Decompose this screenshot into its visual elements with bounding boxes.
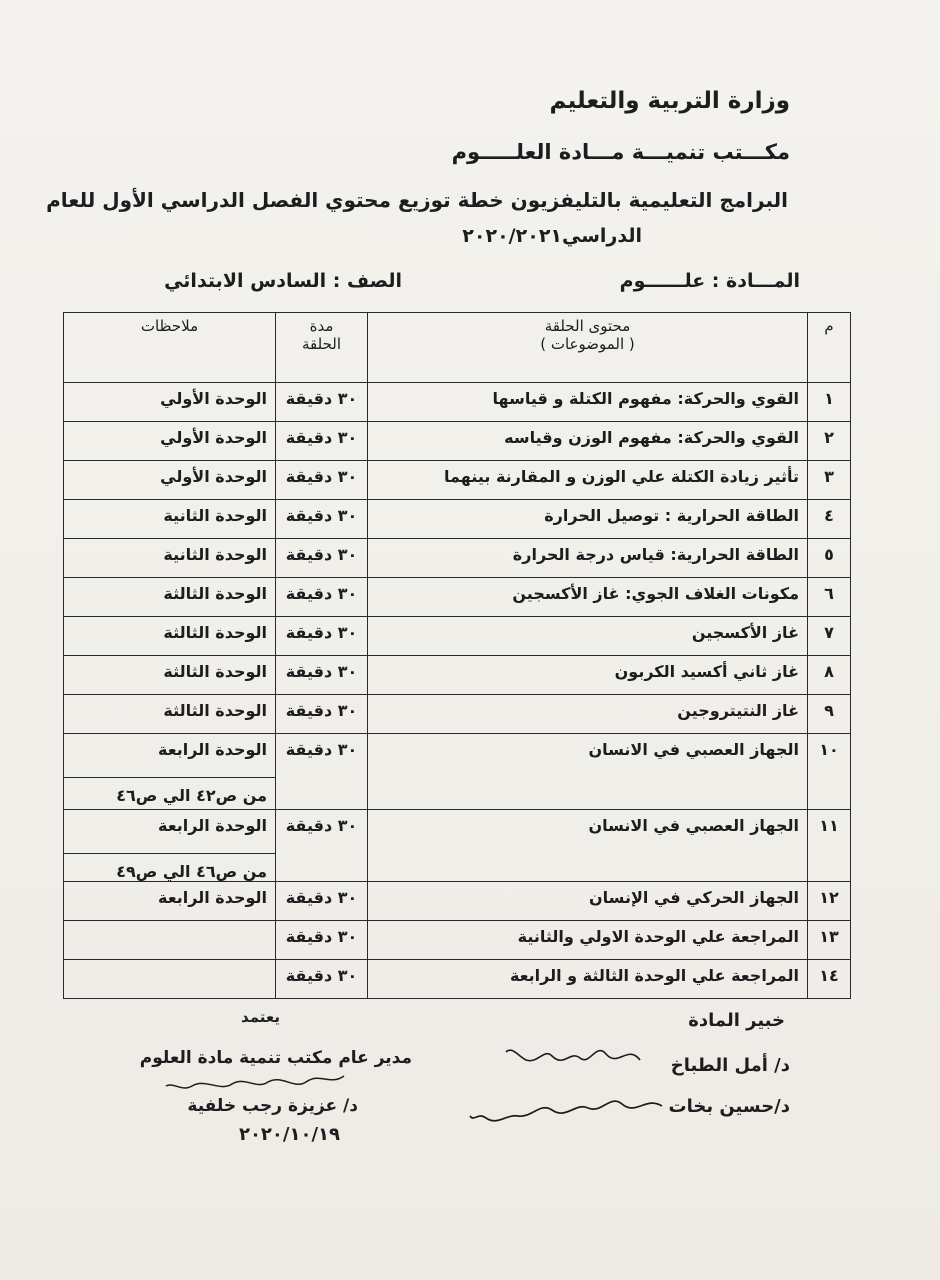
- table-row: [64, 960, 851, 999]
- header-notes: ملاحظات: [64, 313, 276, 383]
- row-num: ١: [808, 383, 851, 422]
- subject-expert-1: د/ أمل الطباخ: [670, 1055, 790, 1076]
- row-notes: [64, 921, 276, 960]
- signature-amal: [500, 1038, 650, 1078]
- row-num: ٨: [808, 656, 851, 695]
- row-topic: الطاقة الحرارية : توصيل الحرارة: [368, 500, 808, 539]
- signature-manager: [160, 1066, 350, 1098]
- table-header-row: [64, 313, 851, 383]
- table-row: [64, 734, 851, 810]
- row-duration: ٣٠ دقيقة: [276, 882, 368, 921]
- row-notes: [64, 810, 276, 882]
- row-duration: ٣٠ دقيقة: [276, 539, 368, 578]
- row-notes: [64, 960, 276, 999]
- row-duration: ٣٠ دقيقة: [276, 695, 368, 734]
- document-title-line1: البرامج التعليمية بالتليفزيون خطة توزيع محتوي الفصل الدراسي الأول للعام: [46, 188, 788, 212]
- row-num: ٧: [808, 617, 851, 656]
- row-topic: الجهاز العصبي في الانسان: [368, 734, 808, 810]
- approval-label: يعتمد: [241, 1008, 280, 1026]
- ministry-name: وزارة التربية والتعليم: [549, 88, 790, 114]
- row-duration: ٣٠ دقيقة: [276, 578, 368, 617]
- row-num: ١٤: [808, 960, 851, 999]
- row-topic: الجهاز العصبي في الانسان: [368, 810, 808, 882]
- row-num: ١٣: [808, 921, 851, 960]
- row-topic: القوي والحركة: مفهوم الوزن وقياسه: [368, 422, 808, 461]
- general-manager-title: مدير عام مكتب تنمية مادة العلوم: [139, 1048, 412, 1068]
- row-num: ٤: [808, 500, 851, 539]
- row-notes: الوحدة الثانية: [64, 539, 276, 578]
- row-notes: الوحدة الأولي: [64, 422, 276, 461]
- header-topic-line2: ( الموضوعات ): [540, 335, 635, 353]
- subject-expert-2: د/حسين بخات: [668, 1096, 790, 1117]
- table-row: [64, 921, 851, 960]
- approval-date: ٢٠٢٠/١٠/١٩: [238, 1124, 340, 1145]
- general-manager-name: د/ عزيزة رجب خلفية: [187, 1096, 358, 1116]
- row-duration: ٣٠ دقيقة: [276, 383, 368, 422]
- row-notes-pages: من ص٤٦ الي ص٤٩: [64, 853, 275, 881]
- header-duration-line1: مدة: [309, 317, 334, 335]
- header-num: م: [808, 313, 851, 383]
- row-topic: المراجعة علي الوحدة الثالثة و الرابعة: [368, 960, 808, 999]
- subject-label: المـــادة : علــــــوم: [619, 270, 800, 292]
- table-row: [64, 810, 851, 882]
- table-row: [64, 500, 851, 539]
- table-row: [64, 539, 851, 578]
- row-topic: القوي والحركة: مفهوم الكتلة و قياسها: [368, 383, 808, 422]
- row-num: ٦: [808, 578, 851, 617]
- row-notes: الوحدة الأولي: [64, 461, 276, 500]
- row-notes-unit: الوحدة الرابعة: [158, 740, 267, 759]
- table-row: [64, 882, 851, 921]
- row-num: ٩: [808, 695, 851, 734]
- table-row: [64, 578, 851, 617]
- row-notes-pages: من ص٤٢ الي ص٤٦: [64, 777, 275, 805]
- row-num: ١١: [808, 810, 851, 882]
- header-duration-line2: الحلقة: [301, 335, 342, 353]
- table-row: [64, 656, 851, 695]
- row-num: ١٢: [808, 882, 851, 921]
- row-num: ٣: [808, 461, 851, 500]
- row-notes: الوحدة الثالثة: [64, 578, 276, 617]
- row-topic: غاز الأكسجين: [368, 617, 808, 656]
- row-duration: ٣٠ دقيقة: [276, 656, 368, 695]
- row-num: ٢: [808, 422, 851, 461]
- row-topic: المراجعة علي الوحدة الاولي والثانية: [368, 921, 808, 960]
- row-topic: تأثير زيادة الكتلة علي الوزن و المقارنة بينهما: [368, 461, 808, 500]
- row-duration: ٣٠ دقيقة: [276, 810, 368, 882]
- row-notes: الوحدة الأولي: [64, 383, 276, 422]
- row-topic: مكونات الغلاف الجوي: غاز الأكسجين: [368, 578, 808, 617]
- row-num: ٥: [808, 539, 851, 578]
- row-topic: الجهاز الحركي في الإنسان: [368, 882, 808, 921]
- office-name: مكـــتب تنميـــة مـــادة العلـــــوم: [451, 140, 790, 164]
- header-duration: [276, 313, 368, 383]
- header-topic-line1: محتوى الحلقة: [544, 317, 631, 335]
- row-duration: ٣٠ دقيقة: [276, 921, 368, 960]
- row-duration: ٣٠ دقيقة: [276, 461, 368, 500]
- row-notes: الوحدة الثالثة: [64, 695, 276, 734]
- signature-hussein: [466, 1086, 666, 1132]
- table-row: [64, 617, 851, 656]
- curriculum-plan-table: [63, 312, 851, 999]
- row-topic: غاز ثاني أكسيد الكربون: [368, 656, 808, 695]
- subject-expert-title: خبير المادة: [688, 1010, 785, 1031]
- row-duration: ٣٠ دقيقة: [276, 960, 368, 999]
- row-duration: ٣٠ دقيقة: [276, 617, 368, 656]
- row-notes: الوحدة الثالثة: [64, 617, 276, 656]
- table-row: [64, 461, 851, 500]
- row-notes-unit: الوحدة الرابعة: [158, 816, 267, 835]
- row-notes: الوحدة الثالثة: [64, 656, 276, 695]
- grade-label: الصف : السادس الابتدائي: [164, 270, 402, 292]
- table-row: [64, 695, 851, 734]
- header-topic: [368, 313, 808, 383]
- row-notes: الوحدة الثانية: [64, 500, 276, 539]
- table-row: [64, 422, 851, 461]
- row-duration: ٣٠ دقيقة: [276, 422, 368, 461]
- document-title-line2: الدراسي٢٠٢٠/٢٠٢١: [462, 225, 642, 247]
- row-notes: [64, 734, 276, 810]
- row-topic: غاز النتيتروجين: [368, 695, 808, 734]
- row-notes: الوحدة الرابعة: [64, 882, 276, 921]
- row-duration: ٣٠ دقيقة: [276, 734, 368, 810]
- table-row: [64, 383, 851, 422]
- row-duration: ٣٠ دقيقة: [276, 500, 368, 539]
- row-topic: الطاقة الحرارية: قياس درجة الحرارة: [368, 539, 808, 578]
- row-num: ١٠: [808, 734, 851, 810]
